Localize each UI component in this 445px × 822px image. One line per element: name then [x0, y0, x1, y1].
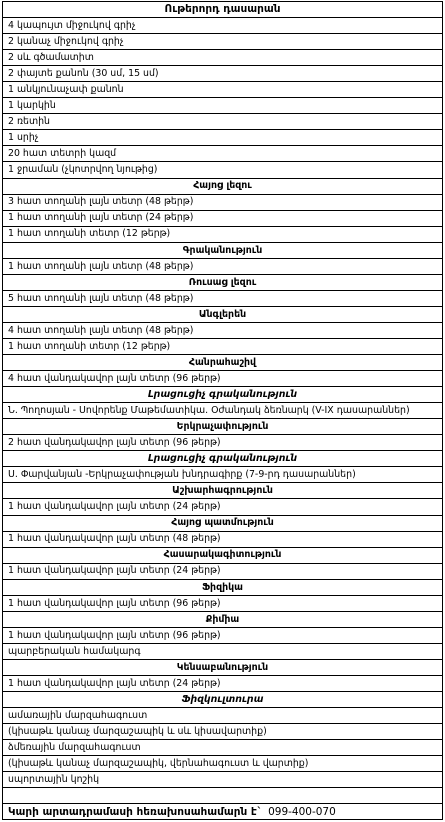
- list-item: 2 ռետին: [3, 114, 442, 130]
- list-item: 4 հատ տողանի լայն տետր (48 թերթ): [3, 323, 442, 339]
- subject-heading: Ֆիզիկա: [3, 580, 442, 596]
- list-item: 1 հատ վանդակավոր լայն տետր (96 թերթ): [3, 596, 442, 612]
- list-item: 1 սրիչ: [3, 130, 442, 146]
- phone-number: 099-400-070: [268, 805, 336, 818]
- subject-heading: Անգլերեն: [3, 307, 442, 323]
- list-item: 1 հատ վանդակավոր լայն տետր (24 թերթ): [3, 564, 442, 580]
- list-item: 4 կապույտ միջուկով գրիչ: [3, 18, 442, 34]
- list-item: 2 սև գծամատիտ: [3, 50, 442, 66]
- list-item: 1 ջրաման (չկոտրվող նյութից): [3, 162, 442, 178]
- subject-heading: Քիմիա: [3, 612, 442, 628]
- subject-heading: Ռուսաց լեզու: [3, 275, 442, 291]
- subject-heading: Լրացուցիչ գրականություն: [3, 451, 442, 467]
- list-item: 1 հատ տողանի լայն տետր (48 թերթ): [3, 259, 442, 275]
- empty-row: [3, 788, 442, 804]
- subject-heading: Կենսաբանություն: [3, 660, 442, 676]
- page-title: Ութերորդ դասարան: [3, 2, 442, 18]
- subject-heading: Լրացուցիչ գրականություն: [3, 387, 442, 403]
- list-item: 1 հատ տողանի տետր (12 թերթ): [3, 339, 442, 355]
- list-item: 20 հատ տետրի կազմ: [3, 146, 442, 162]
- list-item: պարբերական համակարգ: [3, 644, 442, 660]
- list-item: 2 կանաչ միջուկով գրիչ: [3, 34, 442, 50]
- list-item: սպորտային կոշիկ: [3, 772, 442, 788]
- list-item: Ն. Պողոսյան - Սովորենք Մաթեմատիկա. Օժանդակ ձեռնարկ (V-IX դասարաններ): [3, 403, 442, 419]
- list-item: (կիսաթև կանաչ մարզաշապիկ և սև կիսավարտիք): [3, 724, 442, 740]
- list-item: 1 հատ վանդակավոր լայն տետր (24 թերթ): [3, 499, 442, 515]
- list-item: 5 հատ տողանի լայն տետր (48 թերթ): [3, 291, 442, 307]
- list-item: 3 հատ տողանի լայն տետր (48 թերթ): [3, 195, 442, 211]
- subject-heading: Ֆիզկուլտուրա: [3, 692, 442, 708]
- subject-heading: Աշխարհագրություն: [3, 483, 442, 499]
- list-item: ամառային մարզահագուստ: [3, 708, 442, 724]
- subject-heading: Գրականություն: [3, 243, 442, 259]
- list-item: 1 կարկին: [3, 98, 442, 114]
- list-item: 2 փայտե քանոն (30 սմ, 15 սմ): [3, 66, 442, 82]
- footer-row: [3, 804, 442, 819]
- list-item: (կիսաթև կանաչ մարզաշապիկ, վերնահագուստ և վարտիք): [3, 756, 442, 772]
- list-item: 1 անկյունաչափ քանոն: [3, 82, 442, 98]
- list-item: 4 հատ վանդակավոր լայն տետր (96 թերթ): [3, 371, 442, 387]
- list-item: Ս. Փարվանյան -Երկրաչափության խնդրագիրք (7-9-րդ դասարաններ): [3, 467, 442, 483]
- supply-list-table: [2, 1, 443, 820]
- subject-heading: Հասարակագիտություն: [3, 548, 442, 564]
- list-item: 1 հատ վանդակավոր լայն տետր (24 թերթ): [3, 676, 442, 692]
- subject-heading: Հայոց պատմություն: [3, 516, 442, 532]
- list-item: 1 հատ վանդակավոր լայն տետր (96 թերթ): [3, 628, 442, 644]
- list-item: 2 հատ վանդակավոր լայն տետր (96 թերթ): [3, 435, 442, 451]
- list-item: 1 հատ վանդակավոր լայն տետր (48 թերթ): [3, 532, 442, 548]
- list-item: 1 հատ տողանի լայն տետր (24 թերթ): [3, 211, 442, 227]
- list-item: 1 հատ տողանի տետր (12 թերթ): [3, 227, 442, 243]
- subject-heading: Հանրահաշիվ: [3, 355, 442, 371]
- list-item: ձմեռային մարզահագուստ: [3, 740, 442, 756]
- subject-heading: Հայոց լեզու: [3, 179, 442, 195]
- subject-heading: Երկրաչափություն: [3, 419, 442, 435]
- footer-label: Կարի արտադրամասի հեռախոսահամարն է`: [8, 805, 263, 818]
